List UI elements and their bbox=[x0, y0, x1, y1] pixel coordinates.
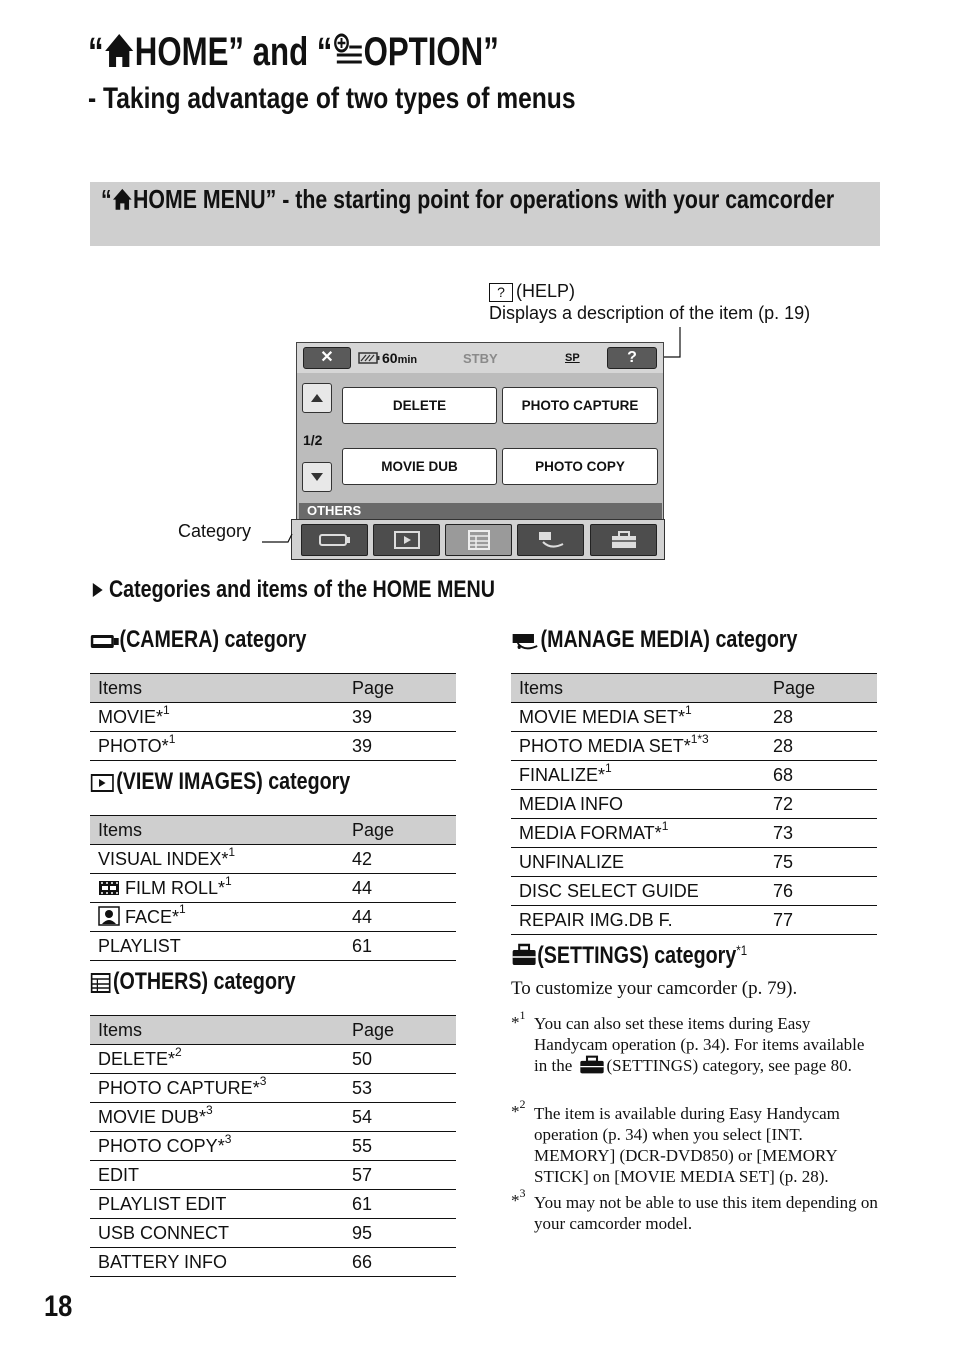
table-row: FILM ROLL*$^1$ 44 bbox=[90, 874, 456, 903]
menu-button-movie-dub[interactable]: MOVIE DUB bbox=[342, 448, 497, 485]
toolbox-icon bbox=[610, 531, 638, 549]
table-row: FACE*$^1$ 44 bbox=[90, 903, 456, 932]
item-name: EDIT bbox=[98, 1164, 140, 1185]
item-page: 76 bbox=[765, 877, 877, 906]
item-page: 39 bbox=[344, 703, 456, 732]
toolbox-icon bbox=[511, 943, 537, 967]
item-name: PLAYLIST bbox=[98, 935, 181, 956]
footnote-marker: *$^1$ bbox=[511, 1008, 526, 1032]
others-category-heading: (OTHERS) category bbox=[90, 968, 296, 996]
item-name: PHOTO CAPTURE* bbox=[98, 1077, 260, 1098]
tab-manage-media[interactable] bbox=[517, 524, 584, 556]
view-images-icon bbox=[90, 771, 116, 793]
manage-media-icon bbox=[511, 628, 541, 652]
table-row: FINALIZE*$^1$ 68 bbox=[511, 761, 877, 790]
view-images-icon bbox=[394, 531, 420, 549]
item-name: BATTERY INFO bbox=[98, 1251, 228, 1272]
scroll-down-button[interactable] bbox=[302, 462, 332, 492]
table-row: MEDIA FORMAT*$^1$ 73 bbox=[511, 819, 877, 848]
tab-camera[interactable] bbox=[301, 524, 368, 556]
table-row: MOVIE DUB*$^3$ 54 bbox=[90, 1103, 456, 1132]
item-name: UNFINALIZE bbox=[519, 851, 625, 872]
table-row: DELETE*$^2$ 50 bbox=[90, 1045, 456, 1074]
table-row: PHOTO COPY*$^3$ 55 bbox=[90, 1132, 456, 1161]
footnote-3: You may not be able to use this item depending on your camcorder model. bbox=[534, 1193, 878, 1233]
table-row: MOVIE MEDIA SET*$^1$ 28 bbox=[511, 703, 877, 732]
menu-button-photo-capture[interactable]: PHOTO CAPTURE bbox=[502, 387, 658, 424]
table-row bbox=[511, 790, 877, 819]
battery-icon bbox=[358, 352, 380, 364]
categories-heading: Categories and items of the HOME MENU bbox=[92, 576, 495, 604]
page-indicator: 1/2 bbox=[303, 432, 323, 448]
col-header-page: Page bbox=[344, 1016, 456, 1045]
table-row bbox=[511, 906, 877, 935]
manage-media-category-heading: (MANAGE MEDIA) category bbox=[511, 626, 797, 654]
view-images-category-heading: (VIEW IMAGES) category bbox=[90, 768, 350, 796]
item-name: USB CONNECT bbox=[98, 1222, 230, 1243]
table-row: PHOTO*$^1$ 39 bbox=[90, 732, 456, 761]
col-header-page: Page bbox=[344, 816, 456, 845]
manage-media-table bbox=[511, 673, 877, 935]
item-page: 57 bbox=[344, 1161, 456, 1190]
item-page: 66 bbox=[344, 1248, 456, 1277]
table-row: PHOTO CAPTURE*$^3$ 53 bbox=[90, 1074, 456, 1103]
item-name: FINALIZE* bbox=[519, 764, 606, 785]
status-text: STBY bbox=[463, 351, 498, 366]
battery-time: 60min bbox=[382, 350, 418, 366]
col-header-items: Items bbox=[90, 674, 344, 703]
home-icon bbox=[104, 31, 135, 69]
item-name: PLAYLIST EDIT bbox=[98, 1193, 227, 1214]
table-row bbox=[90, 1190, 456, 1219]
item-page: 72 bbox=[765, 790, 877, 819]
camera-category-heading: (CAMERA) category bbox=[90, 626, 307, 654]
home-icon bbox=[112, 187, 133, 211]
item-name: MOVIE DUB* bbox=[98, 1106, 207, 1127]
table-row: MOVIE*$^1$ 39 bbox=[90, 703, 456, 732]
category-label: Category bbox=[178, 521, 252, 541]
item-page: 75 bbox=[765, 848, 877, 877]
footnote-marker: *$^3$ bbox=[511, 1186, 526, 1210]
item-name: MEDIA INFO bbox=[519, 793, 624, 814]
item-page: 39 bbox=[344, 732, 456, 761]
triangle-bullet-icon bbox=[92, 582, 103, 598]
item-name: FACE* bbox=[125, 907, 180, 927]
toolbox-icon bbox=[577, 1055, 607, 1075]
settings-category-heading: (SETTINGS) category$^{*1}$ bbox=[511, 942, 747, 970]
table-row bbox=[90, 932, 456, 961]
col-header-items: Items bbox=[90, 816, 344, 845]
col-header-page: Page bbox=[765, 674, 877, 703]
item-page: 42 bbox=[344, 845, 456, 874]
camera-icon bbox=[318, 532, 352, 548]
item-name: VISUAL INDEX* bbox=[98, 848, 229, 869]
item-name: PHOTO COPY* bbox=[98, 1135, 225, 1156]
page-title: “ HOME” and “ OPTION” bbox=[88, 30, 499, 74]
section-header: “ HOME MENU” - the starting point for operations with your camcorder bbox=[101, 184, 835, 214]
others-icon bbox=[90, 971, 113, 993]
item-page: 53 bbox=[344, 1074, 456, 1103]
col-header-items: Items bbox=[511, 674, 765, 703]
film-roll-icon bbox=[98, 880, 120, 896]
item-name: PHOTO* bbox=[98, 735, 169, 756]
item-page: 28 bbox=[765, 703, 877, 732]
quality-indicator: SP bbox=[565, 352, 580, 364]
help-button[interactable]: ? bbox=[607, 347, 657, 369]
item-page: 77 bbox=[765, 906, 877, 935]
settings-description: To customize your camcorder (p. 79). bbox=[511, 978, 798, 999]
item-name: MOVIE MEDIA SET* bbox=[519, 706, 686, 727]
item-page: 54 bbox=[344, 1103, 456, 1132]
footnote-marker: *$^2$ bbox=[511, 1097, 526, 1121]
menu-button-photo-copy[interactable]: PHOTO COPY bbox=[502, 448, 658, 485]
category-callout-line bbox=[262, 530, 298, 544]
item-name: DISC SELECT GUIDE bbox=[519, 880, 699, 901]
others-icon bbox=[468, 530, 490, 550]
item-page: 73 bbox=[765, 819, 877, 848]
item-name: FILM ROLL* bbox=[125, 877, 226, 898]
menu-button-delete[interactable]: DELETE bbox=[342, 387, 497, 424]
item-page: 61 bbox=[344, 1190, 456, 1219]
item-name: DELETE* bbox=[98, 1048, 176, 1069]
help-annotation: ? (HELP) Displays a description of the item (p. 19) bbox=[489, 281, 811, 323]
scroll-up-button[interactable] bbox=[302, 383, 332, 413]
col-header-items: Items bbox=[90, 1016, 344, 1045]
others-table bbox=[90, 1015, 456, 1277]
tab-settings[interactable] bbox=[590, 524, 657, 556]
table-row: PHOTO MEDIA SET*$^{1*3}$ 28 bbox=[511, 732, 877, 761]
item-page: 61 bbox=[344, 932, 456, 961]
col-header-page: Page bbox=[344, 674, 456, 703]
footnote-1: You can also set these items during Easy Handycam operation (p. 34). For items available in the (SETTINGS) category, see page 80. bbox=[534, 1014, 865, 1075]
tab-view-images[interactable] bbox=[373, 524, 440, 556]
item-page: 44 bbox=[344, 874, 456, 903]
page-number: 18 bbox=[44, 1290, 73, 1323]
table-row bbox=[90, 1161, 456, 1190]
table-row bbox=[511, 877, 877, 906]
help-box-icon: ? bbox=[489, 283, 513, 302]
item-page: 55 bbox=[344, 1132, 456, 1161]
page-subtitle: - Taking advantage of two types of menus bbox=[88, 82, 576, 115]
item-page: 68 bbox=[765, 761, 877, 790]
item-page: 95 bbox=[344, 1219, 456, 1248]
item-name: PHOTO MEDIA SET* bbox=[519, 735, 691, 756]
item-page: 28 bbox=[765, 732, 877, 761]
item-name: REPAIR IMG.DB F. bbox=[519, 909, 673, 930]
face-icon bbox=[98, 906, 120, 926]
help-description: Displays a description of the item (p. 19) bbox=[489, 303, 811, 323]
table-row: VISUAL INDEX*$^1$ 42 bbox=[90, 845, 456, 874]
item-name: MOVIE* bbox=[98, 706, 164, 727]
battery-indicator bbox=[358, 351, 380, 369]
manage-media-icon bbox=[535, 530, 567, 550]
item-page: 50 bbox=[344, 1045, 456, 1074]
footnote-2: The item is available during Easy Handycam operation (p. 34) when you select [INT. MEMORY] (DCR-DVD850) or [MEMORY STICK] on [MOVIE MEDIA SET] (p. 28). bbox=[534, 1104, 840, 1186]
item-name: MEDIA FORMAT* bbox=[519, 822, 662, 843]
camera-icon bbox=[90, 629, 120, 651]
camera-table bbox=[90, 673, 456, 761]
option-icon bbox=[332, 31, 363, 69]
item-page: 44 bbox=[344, 903, 456, 932]
close-button[interactable]: ✕ bbox=[303, 347, 351, 369]
table-row bbox=[511, 848, 877, 877]
tab-others[interactable] bbox=[445, 524, 512, 556]
arrow-down-icon bbox=[311, 473, 323, 481]
arrow-up-icon bbox=[311, 394, 323, 402]
category-name-bar: OTHERS bbox=[299, 503, 662, 519]
view-images-table bbox=[90, 815, 456, 961]
table-row bbox=[90, 1248, 456, 1277]
table-row bbox=[90, 1219, 456, 1248]
